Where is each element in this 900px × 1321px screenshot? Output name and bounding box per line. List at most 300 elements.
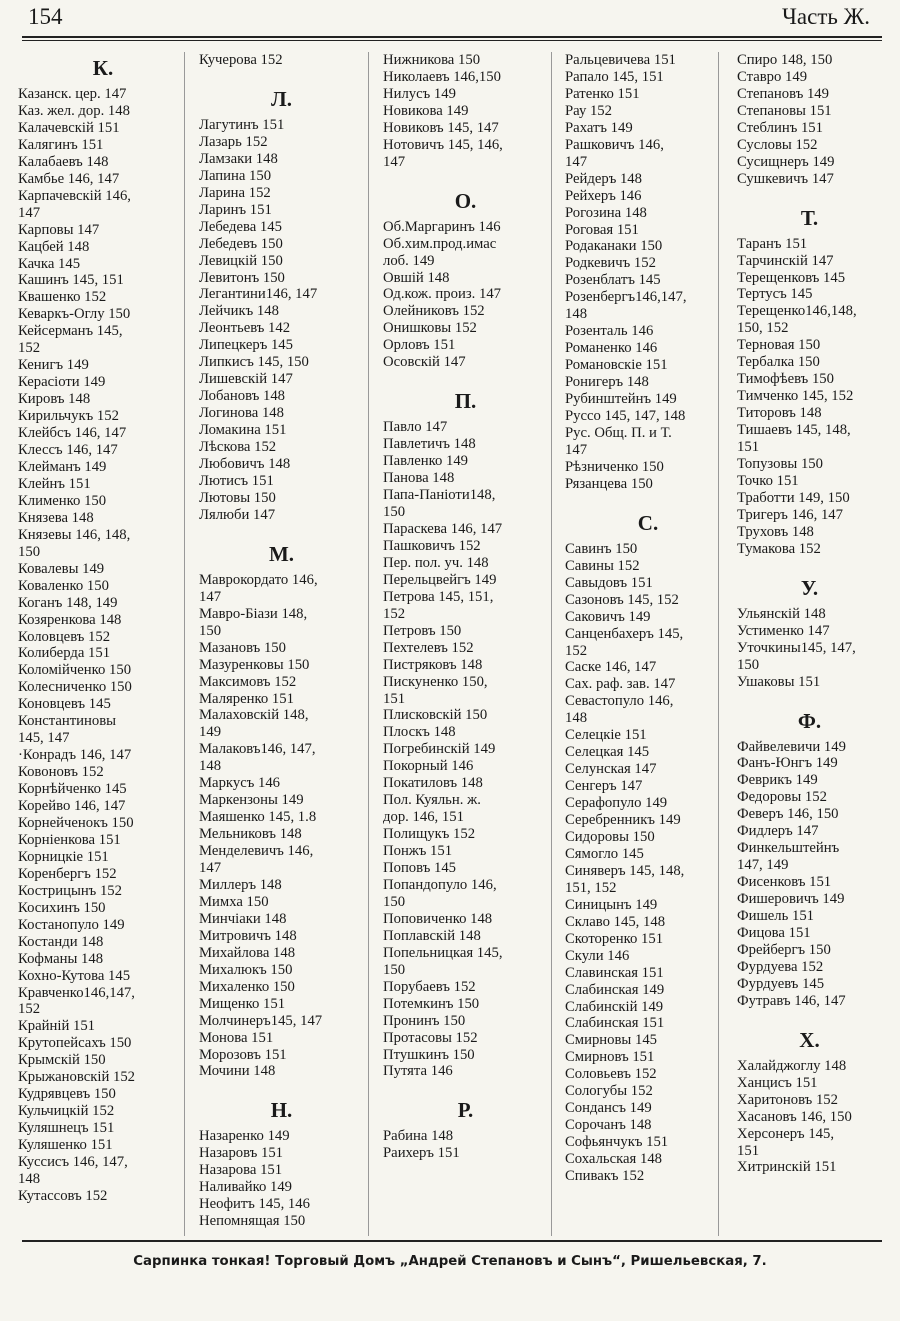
index-entry: Липецкеръ 145 bbox=[199, 337, 293, 354]
index-entry: Нотовичъ 145, 146, bbox=[383, 136, 503, 153]
index-entry: Каз. жел. дор. 148 bbox=[18, 102, 130, 119]
index-entry: Покорный 146 bbox=[383, 758, 474, 775]
index-entry: Кофманы 148 bbox=[18, 950, 104, 967]
index-entry: Херсонеръ 145, bbox=[737, 1125, 835, 1142]
index-entry: Смирновы 145 bbox=[565, 1032, 658, 1049]
index-entry: Тертусъ 145 bbox=[737, 286, 813, 303]
index-entry: Рѣзниченко 150 bbox=[565, 458, 664, 475]
index-entry: 150 bbox=[737, 656, 760, 673]
index-entry: Од.кож. произ. 147 bbox=[383, 286, 502, 303]
index-entry: Кенигъ 149 bbox=[18, 357, 89, 374]
index-entry: Рязанцева 150 bbox=[565, 475, 653, 492]
index-entry: Ломакина 151 bbox=[199, 422, 287, 439]
index-entry: Маркензоны 149 bbox=[199, 792, 304, 809]
index-entry: Князевы 146, 148, bbox=[18, 526, 131, 543]
index-entry: Панова 148 bbox=[383, 470, 455, 487]
column-1 bbox=[18, 52, 188, 1236]
section-spacer bbox=[737, 1010, 882, 1024]
index-entry: 147 bbox=[565, 441, 588, 458]
index-entry: 150 bbox=[383, 893, 406, 910]
footer-advertisement: Сарпинка тонкая! Торговый Домъ „Андрей Степановъ и Сынъ“, Ришельевская, 7. bbox=[133, 1254, 767, 1269]
index-entry: Крутопейсахъ 150 bbox=[18, 1035, 132, 1052]
index-entry: Назаренко 149 bbox=[199, 1128, 290, 1145]
index-entry: Кульчицкій 152 bbox=[18, 1103, 115, 1120]
index-entry: Пер. пол. уч. 148 bbox=[383, 554, 489, 571]
index-entry: Онишковы 152 bbox=[383, 320, 477, 337]
index-entry: Родаканаки 150 bbox=[565, 238, 663, 255]
index-entry: Полищукъ 152 bbox=[383, 826, 476, 843]
index-entry: Новикова 149 bbox=[383, 102, 469, 119]
index-entry: Пашковичъ 152 bbox=[383, 537, 481, 554]
index-entry: Тригеръ 146, 147 bbox=[737, 506, 843, 523]
index-entry: Тимченко 145, 152 bbox=[737, 388, 854, 405]
index-entry: Николаевъ 146,150 bbox=[383, 68, 501, 85]
index-entry: Петровъ 150 bbox=[383, 622, 462, 639]
index-entry: Клессъ 146, 147 bbox=[18, 442, 118, 459]
letter-heading: Р. bbox=[457, 1098, 474, 1123]
page-header bbox=[28, 4, 870, 34]
index-entry: Корніенкова 151 bbox=[18, 831, 121, 848]
index-entry: Козяренкова 148 bbox=[18, 611, 122, 628]
index-entry: Титоровъ 148 bbox=[737, 405, 822, 422]
index-entry: Попельницкая 145, bbox=[383, 944, 503, 961]
index-entry: Кировъ 148 bbox=[18, 391, 91, 408]
index-entry: Колесниченко 150 bbox=[18, 679, 132, 696]
index-entry: Склаво 145, 148 bbox=[565, 913, 666, 930]
index-entry: Корнѣйченко 145 bbox=[18, 781, 127, 798]
index-entry: 147 bbox=[199, 588, 222, 605]
index-entry: Косихинъ 150 bbox=[18, 899, 106, 916]
index-entry: Лялюби 147 bbox=[199, 506, 276, 523]
index-entry: Нилусъ 149 bbox=[383, 85, 456, 102]
index-entry: Сондансъ 149 bbox=[565, 1100, 652, 1117]
header-rule bbox=[22, 36, 882, 38]
index-entry: Харитоновъ 152 bbox=[737, 1091, 838, 1108]
index-entry: Назарова 151 bbox=[199, 1162, 283, 1179]
index-entry: Ханцисъ 151 bbox=[737, 1074, 818, 1091]
index-entry: Савинъ 150 bbox=[565, 540, 638, 557]
index-entry: Фишель 151 bbox=[737, 908, 815, 925]
index-entry: Спивакъ 152 bbox=[565, 1168, 645, 1185]
index-entry: Рейхеръ 146 bbox=[565, 187, 642, 204]
index-entry: Казанск. цер. 147 bbox=[18, 86, 127, 102]
index-entry: Коганъ 148, 149 bbox=[18, 594, 118, 611]
index-entry: Мазановъ 150 bbox=[199, 639, 286, 656]
index-entry: Пронинъ 150 bbox=[383, 1012, 466, 1029]
index-entry: 150 bbox=[383, 504, 406, 521]
index-entry: Порубаевъ 152 bbox=[383, 978, 476, 995]
index-entry: Селецкіе 151 bbox=[565, 727, 647, 744]
index-entry: Лютисъ 151 bbox=[199, 472, 274, 489]
index-entry: Маляренко 151 bbox=[199, 690, 294, 707]
index-entry: Неофитъ 145, 146 bbox=[199, 1196, 310, 1213]
index-entry: Молчинеръ145, 147 bbox=[199, 1012, 323, 1029]
index-entry: Ковоновъ 152 bbox=[18, 764, 104, 781]
column-5 bbox=[718, 52, 882, 1236]
index-entry: Малаковъ146, 147, bbox=[199, 741, 316, 758]
index-entry: Левитонъ 150 bbox=[199, 269, 285, 286]
index-entry: Новиковъ 145, 147 bbox=[383, 119, 499, 136]
index-entry: Папа-Паніоти148, bbox=[383, 487, 496, 504]
index-entry: Колиберда 151 bbox=[18, 645, 111, 662]
index-entry: 150 bbox=[383, 961, 406, 978]
index-entry: Файвелевичи 149 bbox=[737, 738, 846, 755]
index-entry: Серебренникъ 149 bbox=[565, 812, 681, 829]
index-entry: Ковалевы 149 bbox=[18, 560, 105, 577]
index-entry: 147 bbox=[18, 204, 41, 221]
index-entry: Савыдовъ 151 bbox=[565, 574, 653, 591]
index-entry: Об.хим.прод.имас bbox=[383, 235, 497, 252]
index-entry: Плисковскій 150 bbox=[383, 707, 488, 724]
column-2 bbox=[184, 52, 364, 1236]
index-entry: Кейсерманъ 145, bbox=[18, 323, 123, 340]
index-entry: Керасіоти 149 bbox=[18, 374, 106, 391]
index-entry: Маркусъ 146 bbox=[199, 775, 281, 792]
index-entry: Рогозина 148 bbox=[565, 204, 647, 221]
index-entry: лоб. 149 bbox=[383, 252, 435, 269]
index-entry: Синицынъ 149 bbox=[565, 896, 658, 913]
index-entry: 148 bbox=[565, 306, 588, 323]
index-entry: Фишеровичъ 149 bbox=[737, 891, 845, 908]
index-entry: Корницкіе 151 bbox=[18, 848, 109, 865]
index-entry: Перельцвейгъ 149 bbox=[383, 571, 497, 588]
index-entry: Точко 151 bbox=[737, 472, 799, 489]
index-entry: Раихеръ 151 bbox=[383, 1145, 460, 1162]
index-entry: 150, 152 bbox=[737, 320, 789, 337]
index-entry: Коренбергъ 152 bbox=[18, 865, 117, 882]
index-entry: Рейдеръ 148 bbox=[565, 170, 642, 187]
index-entry: Рус. Общ. П. и Т. bbox=[565, 424, 672, 441]
index-entry: Фурдуева 152 bbox=[737, 958, 824, 975]
index-entry: Мавро-Біази 148, bbox=[199, 605, 308, 622]
index-entry: Карповы 147 bbox=[18, 221, 100, 238]
index-entry: Павлетичъ 148 bbox=[383, 436, 476, 453]
index-entry: Ларина 152 bbox=[199, 184, 271, 201]
index-entry: Сушкевичъ 147 bbox=[737, 170, 834, 187]
index-entry: Уточкины145, 147, bbox=[737, 639, 856, 656]
index-entry: Селецкая 145 bbox=[565, 744, 650, 761]
index-entry: Мазуренковы 150 bbox=[199, 656, 310, 673]
index-entry: Рапало 145, 151 bbox=[565, 68, 664, 85]
index-entry: Рашковичъ 146, bbox=[565, 136, 664, 153]
index-entry: Кеваркъ-Оглу 150 bbox=[18, 306, 131, 323]
letter-heading: Ф. bbox=[797, 708, 822, 733]
index-entry: Покатиловъ 148 bbox=[383, 775, 483, 792]
index-entry: Карпачевскій 146, bbox=[18, 187, 131, 204]
index-entry: Устименко 147 bbox=[737, 622, 830, 639]
index-entry: Соловьевъ 152 bbox=[565, 1066, 657, 1083]
column-4 bbox=[551, 52, 731, 1236]
index-entry: Легантини146, 147 bbox=[199, 286, 318, 303]
index-entry: Романовскіе 151 bbox=[565, 357, 668, 374]
index-entry: Минчіаки 148 bbox=[199, 910, 287, 927]
index-entry: Сохальская 148 bbox=[565, 1151, 663, 1168]
index-entry: Руссо 145, 147, 148 bbox=[565, 408, 686, 425]
column-3 bbox=[368, 52, 548, 1236]
index-entry: Сах. раф. зав. 147 bbox=[565, 676, 676, 693]
index-entry: Пискуненко 150, bbox=[383, 673, 488, 690]
index-entry: Савины 152 bbox=[565, 557, 640, 574]
index-entry: Петрова 145, 151, bbox=[383, 588, 494, 605]
index-entry: ·Конрадъ 146, 147 bbox=[18, 747, 132, 764]
section-spacer bbox=[383, 1080, 548, 1094]
index-entry: Клименко 150 bbox=[18, 492, 107, 509]
index-entry: Маяшенко 145, 1.8 bbox=[199, 809, 317, 826]
index-entry: Слабинская 151 bbox=[565, 1015, 665, 1032]
index-entry: Фанъ-Юнгъ 149 bbox=[737, 755, 838, 772]
index-entry: Михаленко 150 bbox=[199, 978, 295, 995]
index-entry: Терновая 150 bbox=[737, 337, 821, 354]
letter-heading: Л. bbox=[271, 86, 292, 111]
index-entry: Коновцевъ 145 bbox=[18, 696, 111, 713]
index-entry: Фурдуевъ 145 bbox=[737, 975, 825, 992]
index-entry: Пол. Куяльн. ж. bbox=[383, 792, 481, 809]
index-entry: Лебедевъ 150 bbox=[199, 235, 283, 252]
index-entry: Князева 148 bbox=[18, 509, 94, 526]
index-entry: Слабинская 149 bbox=[565, 981, 665, 998]
index-entry: Рубинштейнъ 149 bbox=[565, 391, 677, 408]
index-entry: Ульянскій 148 bbox=[737, 605, 826, 622]
index-entry: Коловцевъ 152 bbox=[18, 628, 111, 645]
index-entry: Калягинъ 151 bbox=[18, 136, 104, 153]
index-entry: Степановы 151 bbox=[737, 102, 832, 119]
index-entry: Липкисъ 145, 150 bbox=[199, 354, 309, 371]
letter-heading: О. bbox=[454, 188, 477, 213]
index-entry: Качка 145 bbox=[18, 255, 81, 272]
index-entry: Морозовъ 151 bbox=[199, 1046, 287, 1063]
index-entry: Логинова 148 bbox=[199, 405, 284, 422]
footer-rule bbox=[22, 1240, 882, 1242]
index-entry: 151 bbox=[737, 439, 760, 456]
index-entry: Малаховскій 148, bbox=[199, 707, 309, 724]
index-entry: 149 bbox=[199, 724, 222, 741]
index-entry: Кашинъ 145, 151 bbox=[18, 272, 124, 289]
index-entry: Крайній 151 bbox=[18, 1018, 96, 1035]
index-entry: Селунская 147 bbox=[565, 761, 657, 778]
index-entry: Костанди 148 bbox=[18, 933, 104, 950]
index-entry: Лагутинъ 151 bbox=[199, 116, 285, 133]
index-entry: Калачевскій 151 bbox=[18, 119, 120, 136]
index-entry: Погребинскій 149 bbox=[383, 741, 496, 758]
index-entry: Маврокордато 146, bbox=[199, 571, 318, 588]
index-entry: Сорочанъ 148 bbox=[565, 1117, 652, 1134]
index-entry: Попандопуло 146, bbox=[383, 876, 497, 893]
index-entry: Романенко 146 bbox=[565, 340, 658, 357]
name-index bbox=[18, 52, 882, 1236]
index-entry: Хасановъ 146, 150 bbox=[737, 1108, 852, 1125]
index-entry: 152 bbox=[18, 340, 41, 357]
index-entry: Куляшенко 151 bbox=[18, 1137, 113, 1154]
section-spacer bbox=[737, 558, 882, 572]
index-entry: Пехтелевъ 152 bbox=[383, 639, 474, 656]
index-entry: Степановъ 149 bbox=[737, 85, 829, 102]
index-entry: Саске 146, 147 bbox=[565, 659, 657, 676]
index-entry: 150 bbox=[199, 622, 222, 639]
index-entry: Лишевскій 147 bbox=[199, 371, 293, 388]
index-entry: Сенгеръ 147 bbox=[565, 778, 643, 795]
index-entry: Митровичъ 148 bbox=[199, 927, 297, 944]
index-entry: Нижникова 150 bbox=[383, 52, 481, 68]
index-entry: Рахатъ 149 bbox=[565, 119, 633, 136]
index-entry: Клейбсъ 146, 147 bbox=[18, 425, 127, 442]
index-entry: 151, 152 bbox=[565, 879, 617, 896]
index-entry: Сологубы 152 bbox=[565, 1083, 653, 1100]
index-entry: Камбье 146, 147 bbox=[18, 170, 120, 187]
index-entry: 148 bbox=[565, 710, 588, 727]
index-entry: Таранъ 151 bbox=[737, 235, 808, 252]
index-entry: Павленко 149 bbox=[383, 453, 469, 470]
index-entry: Феверъ 146, 150 bbox=[737, 806, 839, 823]
index-entry: Славинская 151 bbox=[565, 964, 664, 981]
index-entry: Серафопуло 149 bbox=[565, 795, 668, 812]
index-entry: Кутассовъ 152 bbox=[18, 1187, 108, 1204]
index-entry: Ратенко 151 bbox=[565, 85, 640, 102]
index-entry: Клейнъ 151 bbox=[18, 475, 91, 492]
index-entry: Рабина 148 bbox=[383, 1128, 454, 1145]
letter-heading: С. bbox=[637, 510, 659, 535]
index-entry: Федоровы 152 bbox=[737, 789, 827, 806]
index-entry: Санценбахеръ 145, bbox=[565, 625, 684, 642]
index-entry: Мельниковъ 148 bbox=[199, 826, 302, 843]
index-entry: Розенбергъ146,147, bbox=[565, 289, 687, 306]
index-entry: Об.Маргаринъ 146 bbox=[383, 218, 501, 235]
index-entry: Ронигеръ 148 bbox=[565, 374, 649, 391]
index-entry: Клейманъ 149 bbox=[18, 458, 107, 475]
index-entry: Лобановъ 148 bbox=[199, 388, 286, 405]
index-entry: Кострицынъ 152 bbox=[18, 882, 122, 899]
index-entry: Лебедева 145 bbox=[199, 218, 282, 235]
index-entry: Фицова 151 bbox=[737, 924, 811, 941]
index-entry: Розенблатъ 145 bbox=[565, 272, 661, 289]
index-entry: Терещенковъ 145 bbox=[737, 269, 846, 286]
index-entry: 152 bbox=[565, 642, 588, 659]
letter-heading: Т. bbox=[800, 205, 819, 230]
index-entry: Куляшнецъ 151 bbox=[18, 1120, 115, 1137]
index-entry: Труховъ 148 bbox=[737, 523, 814, 540]
section-spacer bbox=[383, 371, 548, 385]
section-spacer bbox=[565, 493, 731, 507]
index-entry: Феврикъ 149 bbox=[737, 772, 818, 789]
index-entry: Кирильчукъ 152 bbox=[18, 408, 119, 425]
index-entry: Понжъ 151 bbox=[383, 843, 453, 860]
index-entry: Леонтьевъ 142 bbox=[199, 320, 291, 337]
index-entry: Смирновъ 151 bbox=[565, 1049, 655, 1066]
index-entry: Мимха 150 bbox=[199, 893, 269, 910]
index-entry: 152 bbox=[18, 1001, 41, 1018]
section-spacer bbox=[199, 524, 364, 538]
index-entry: Калабаевъ 148 bbox=[18, 153, 109, 170]
index-entry: Лапина 150 bbox=[199, 167, 272, 184]
index-entry: Потемкинъ 150 bbox=[383, 995, 480, 1012]
index-entry: Лейчикъ 148 bbox=[199, 303, 279, 320]
index-entry: Михалюкъ 150 bbox=[199, 961, 293, 978]
index-entry: Любовичъ 148 bbox=[199, 456, 291, 473]
index-entry: Орловъ 151 bbox=[383, 337, 456, 354]
index-entry: Назаровъ 151 bbox=[199, 1145, 284, 1162]
letter-heading: У. bbox=[800, 575, 819, 600]
index-entry: Лютовы 150 bbox=[199, 489, 276, 506]
index-entry: Максимовъ 152 bbox=[199, 673, 297, 690]
section-spacer bbox=[199, 1080, 364, 1094]
section-spacer bbox=[737, 188, 882, 202]
index-entry: Саковичъ 149 bbox=[565, 608, 651, 625]
index-entry: Кохно-Кутова 145 bbox=[18, 967, 131, 984]
index-entry: Ларинъ 151 bbox=[199, 201, 272, 218]
index-entry: Поплавскій 148 bbox=[383, 927, 481, 944]
index-entry: Скули 146 bbox=[565, 947, 630, 964]
index-entry: Коломійченко 150 bbox=[18, 662, 132, 679]
index-entry: Тишаевъ 145, 148, bbox=[737, 422, 851, 439]
index-entry: Мищенко 151 bbox=[199, 995, 286, 1012]
index-entry: Параскева 146, 147 bbox=[383, 520, 503, 537]
header-rule-thin bbox=[22, 40, 882, 41]
index-entry: 147 bbox=[565, 153, 588, 170]
index-entry: Непомнящая 150 bbox=[199, 1213, 306, 1230]
index-entry: Кучерова 152 bbox=[199, 52, 283, 68]
index-entry: Тумакова 152 bbox=[737, 540, 821, 557]
section-spacer bbox=[737, 691, 882, 705]
index-entry: Халайджоглу 148 bbox=[737, 1057, 847, 1074]
index-entry: Лѣскова 152 bbox=[199, 439, 277, 456]
index-entry: Сазоновъ 145, 152 bbox=[565, 591, 679, 608]
index-entry: Севастопуло 146, bbox=[565, 693, 674, 710]
index-entry: Спиро 148, 150 bbox=[737, 52, 833, 68]
letter-heading: Н. bbox=[270, 1098, 293, 1123]
index-entry: Роговая 151 bbox=[565, 221, 639, 238]
index-entry: Хитринскій 151 bbox=[737, 1159, 837, 1176]
section-spacer bbox=[199, 69, 364, 83]
index-entry: 151 bbox=[383, 690, 406, 707]
index-entry: Финкельштейнъ bbox=[737, 840, 840, 857]
index-entry: Кравченко146,147, bbox=[18, 984, 135, 1001]
index-entry: Костанопуло 149 bbox=[18, 916, 125, 933]
index-entry: Фидлеръ 147 bbox=[737, 823, 819, 840]
index-entry: Сусищнеръ 149 bbox=[737, 153, 835, 170]
index-entry: Тербалка 150 bbox=[737, 354, 820, 371]
index-entry: Слабинскій 149 bbox=[565, 998, 664, 1015]
index-entry: Терещенко146,148, bbox=[737, 303, 857, 320]
letter-heading: К. bbox=[92, 56, 114, 80]
index-entry: Рау 152 bbox=[565, 102, 612, 119]
index-entry: Софьянчукъ 151 bbox=[565, 1134, 669, 1151]
index-entry: Скоторенко 151 bbox=[565, 930, 664, 947]
index-entry: Лазарь 152 bbox=[199, 133, 268, 150]
index-entry: Тработти 149, 150 bbox=[737, 489, 850, 506]
index-entry: Тарчинскій 147 bbox=[737, 252, 834, 269]
page-number: 154 bbox=[28, 4, 63, 29]
index-entry: Мочини 148 bbox=[199, 1063, 276, 1080]
index-entry: Синяверъ 145, 148, bbox=[565, 862, 685, 879]
index-entry: Константиновы bbox=[18, 713, 117, 730]
index-entry: Плоскъ 148 bbox=[383, 724, 456, 741]
index-entry: 152 bbox=[383, 605, 406, 622]
index-entry: Монова 151 bbox=[199, 1029, 274, 1046]
index-entry: Кацбей 148 bbox=[18, 238, 90, 255]
index-entry: Олейниковъ 152 bbox=[383, 303, 485, 320]
index-entry: Крыжановскій 152 bbox=[18, 1069, 136, 1086]
index-entry: Путята 146 bbox=[383, 1063, 453, 1080]
index-entry: Стеблинъ 151 bbox=[737, 119, 823, 136]
index-entry: Куссисъ 146, 147, bbox=[18, 1154, 128, 1171]
index-entry: 151 bbox=[737, 1142, 760, 1159]
index-entry: Корнейченокъ 150 bbox=[18, 814, 134, 831]
index-entry: Птушкинъ 150 bbox=[383, 1046, 475, 1063]
index-entry: Ральцевичева 151 bbox=[565, 52, 676, 68]
index-entry: Левицкій 150 bbox=[199, 252, 283, 269]
index-entry: 148 bbox=[18, 1171, 41, 1187]
index-entry: Фрейбергъ 150 bbox=[737, 941, 831, 958]
index-entry: Корейво 146, 147 bbox=[18, 798, 126, 815]
